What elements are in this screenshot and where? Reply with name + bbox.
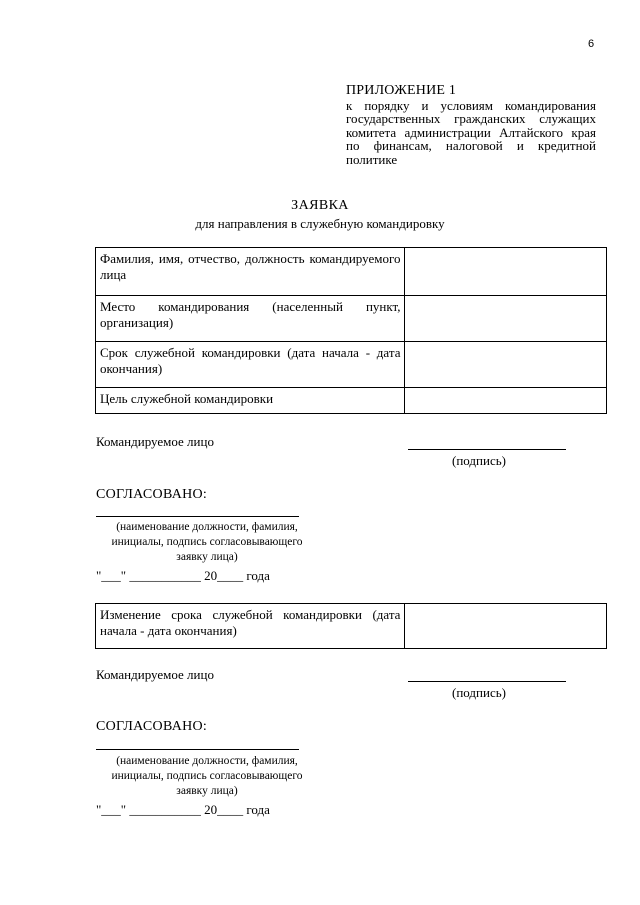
row-label-purpose: Цель служебной командировки bbox=[96, 388, 405, 414]
row-label-destination: Место командирования (населенный пункт, организация) bbox=[96, 296, 405, 342]
approver-line[interactable] bbox=[96, 749, 299, 750]
document-title: ЗАЯВКА bbox=[291, 198, 349, 213]
signature-caption: (подпись) bbox=[452, 453, 506, 468]
table-row bbox=[96, 342, 607, 388]
row-label-full-name: Фамилия, имя, отчество, должность командируемого лица bbox=[96, 248, 405, 296]
traveler-label: Командируемое лицо bbox=[96, 667, 214, 682]
agreed-heading: СОГЛАСОВАНО: bbox=[96, 719, 208, 734]
row-value-purpose[interactable] bbox=[405, 388, 607, 414]
change-table bbox=[95, 603, 607, 649]
signature-line[interactable] bbox=[408, 681, 566, 682]
date-line[interactable]: "___" ___________ 20____ года bbox=[96, 802, 270, 817]
row-value-full-name[interactable] bbox=[405, 248, 607, 296]
approver-caption: (наименование должности, фамилия, инициалы, подпись согласовывающего заявку лица) bbox=[111, 755, 303, 797]
document-subtitle: для направления в служебную командировку bbox=[195, 216, 445, 231]
row-value-period[interactable] bbox=[405, 342, 607, 388]
appendix-text: к порядку и условиям командирования государственных гражданских служащих комитета администрации Алтайского края по финансам, налоговой и кредитной политике bbox=[346, 97, 596, 167]
agreed-heading: СОГЛАСОВАНО: bbox=[96, 487, 208, 502]
appendix-heading: ПРИЛОЖЕНИЕ 1 bbox=[346, 83, 457, 98]
table-row bbox=[96, 604, 607, 649]
approver-caption: (наименование должности, фамилия, инициалы, подпись согласовывающего заявку лица) bbox=[111, 521, 303, 563]
row-label-period: Срок служебной командировки (дата начала - дата окончания) bbox=[96, 342, 405, 388]
page-number: 6 bbox=[588, 38, 595, 50]
appendix-block bbox=[346, 84, 596, 166]
row-value-period-change[interactable] bbox=[405, 604, 607, 649]
table-row bbox=[96, 388, 607, 414]
signature-line[interactable] bbox=[408, 449, 566, 450]
table-row bbox=[96, 296, 607, 342]
row-value-destination[interactable] bbox=[405, 296, 607, 342]
date-line[interactable]: "___" ___________ 20____ года bbox=[96, 568, 270, 583]
signature-caption: (подпись) bbox=[452, 685, 506, 700]
approver-line[interactable] bbox=[96, 516, 299, 517]
request-table bbox=[95, 247, 607, 414]
table-row bbox=[96, 248, 607, 296]
traveler-label: Командируемое лицо bbox=[96, 434, 214, 449]
row-label-period-change: Изменение срока служебной командировки (дата начала - дата окончания) bbox=[96, 604, 405, 649]
